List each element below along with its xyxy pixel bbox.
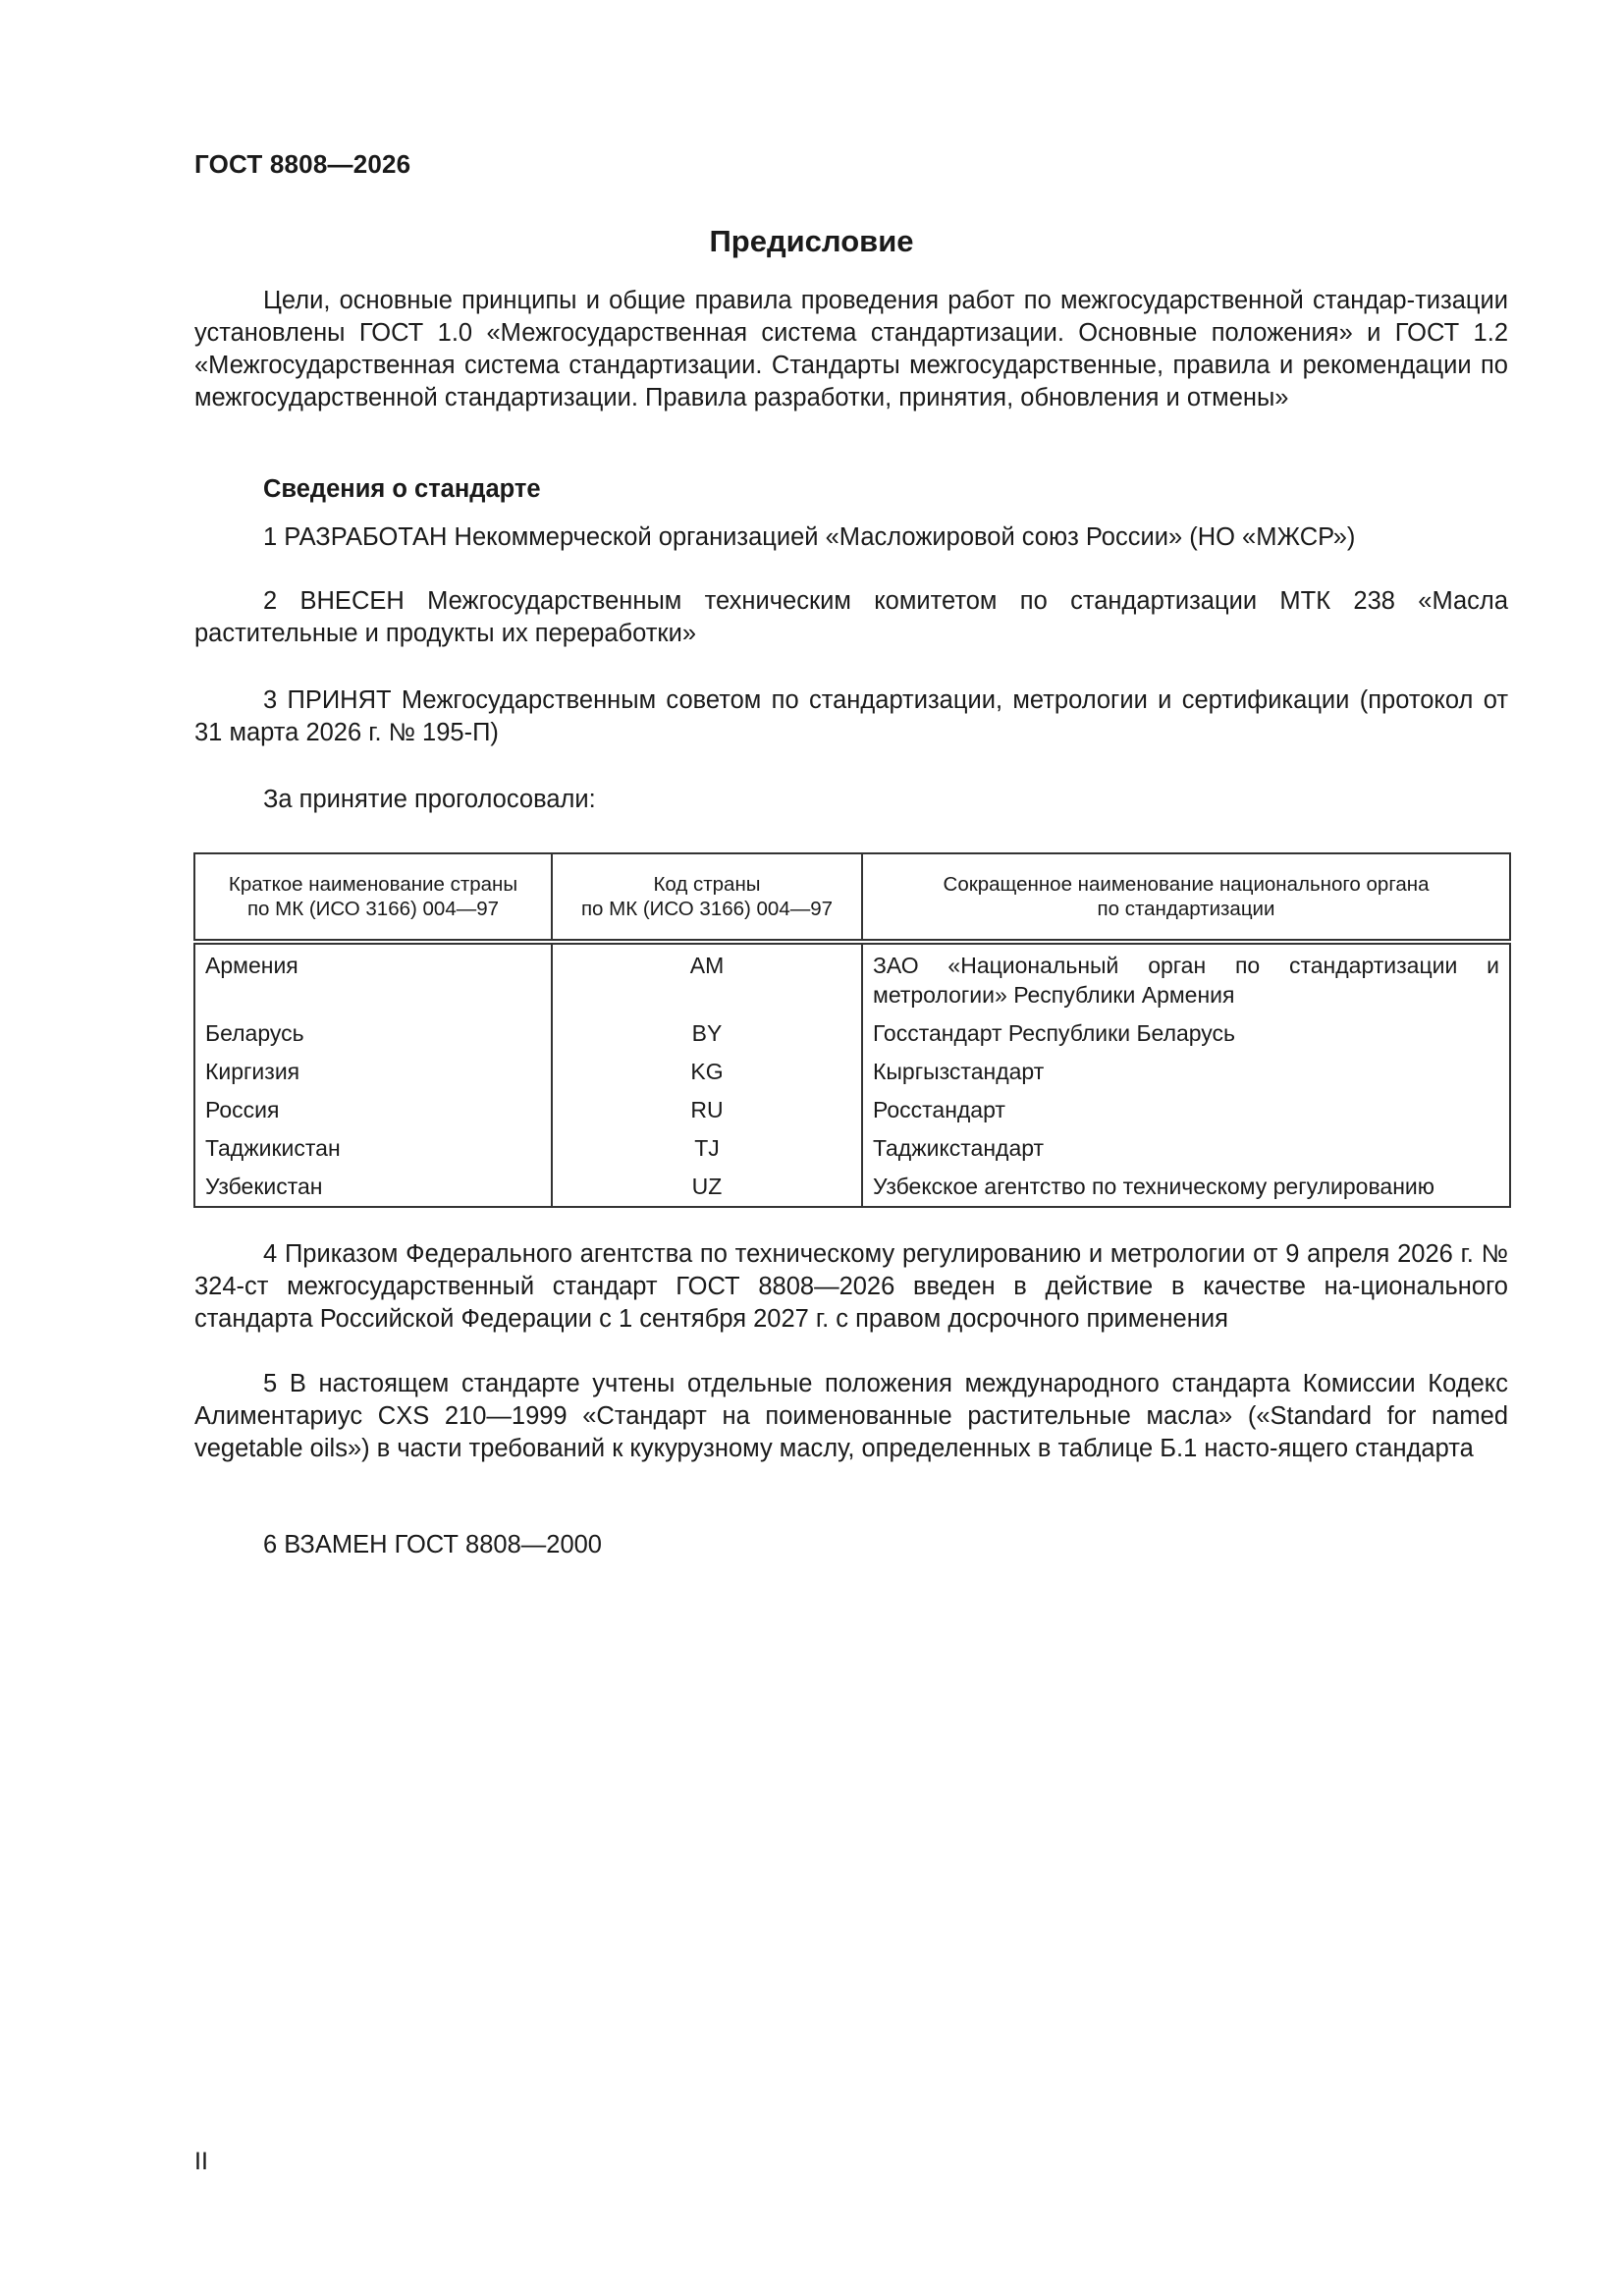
org-cell: Госстандарт Республики Беларусь bbox=[862, 1014, 1510, 1053]
column-header-code bbox=[552, 853, 862, 942]
country-cell: Россия bbox=[194, 1091, 552, 1129]
page-number: II bbox=[194, 2148, 208, 2175]
document-id: ГОСТ 8808—2026 bbox=[194, 149, 411, 179]
country-cell: Армения bbox=[194, 942, 552, 1014]
standard-info-heading: Сведения о стандарте bbox=[263, 475, 541, 503]
column-header-org-line1: Сокращенное наименование национального органа bbox=[943, 873, 1430, 896]
code-cell: AM bbox=[552, 942, 862, 1014]
intro-paragraph: Цели, основные принципы и общие правила проведения работ по межгосударственной стандар-тизации установлены ГОСТ 1.0 «Межгосударственная система стандартизации. Основные положения» и ГОСТ 1.2 «Межгосударственная система стандартизации. Стандарты межгосударственные, правила и рекомендации по межгосударственной стандартизации. Правила разработки, принятия, обновления и отмены» bbox=[194, 287, 1508, 411]
table-row bbox=[194, 1129, 1510, 1168]
item-replaces: 6 ВЗАМЕН ГОСТ 8808—2000 bbox=[263, 1531, 602, 1558]
code-cell: UZ bbox=[552, 1168, 862, 1207]
column-header-code-line2: по МК (ИСО 3166) 004—97 bbox=[580, 898, 834, 920]
table-row bbox=[194, 942, 1510, 1014]
item-codex-reference: 5 В настоящем стандарте учтены отдельные положения международного стандарта Комиссии Кодекс Алиментариус CXS 210—1999 «Стандарт на поименованные растительные масла» («Standard for named vegetable oils») в части требований к кукурузному маслу, определенных в таблице Б.1 насто-ящего стандарта bbox=[194, 1370, 1508, 1462]
table-row bbox=[194, 1091, 1510, 1129]
code-cell: TJ bbox=[552, 1129, 862, 1168]
code-cell: BY bbox=[552, 1014, 862, 1053]
column-header-country-line2: по МК (ИСО 3166) 004—97 bbox=[246, 898, 500, 920]
table-body bbox=[194, 942, 1510, 1207]
country-cell: Беларусь bbox=[194, 1014, 552, 1053]
item-order: 4 Приказом Федерального агентства по техническому регулированию и метрологии от 9 апреля 2026 г. № 324-ст межгосударственный стандарт ГОСТ 8808—2026 введен в действие в качестве на-ционального стандарта Российской Федерации с 1 сентября 2027 г. с правом досрочного применения bbox=[194, 1240, 1508, 1333]
column-header-country-line1: Краткое наименование страны bbox=[228, 873, 518, 896]
table-row bbox=[194, 1014, 1510, 1053]
org-cell: Таджикстандарт bbox=[862, 1129, 1510, 1168]
org-cell: Кыргызстандарт bbox=[862, 1053, 1510, 1091]
org-cell: Росстандарт bbox=[862, 1091, 1510, 1129]
country-cell: Таджикистан bbox=[194, 1129, 552, 1168]
voted-label: За принятие проголосовали: bbox=[263, 786, 596, 813]
table-row bbox=[194, 1168, 1510, 1207]
voting-countries-table bbox=[193, 852, 1511, 1208]
org-cell: ЗАО «Национальный орган по стандартизации и метрологии» Республики Армения bbox=[862, 942, 1510, 1014]
column-header-org-line2: по стандартизации bbox=[1097, 898, 1275, 920]
org-cell: Узбекское агентство по техническому регулированию bbox=[862, 1168, 1510, 1207]
page-title: Предисловие bbox=[709, 224, 914, 258]
column-header-org bbox=[862, 853, 1510, 942]
code-cell: KG bbox=[552, 1053, 862, 1091]
column-header-country bbox=[194, 853, 552, 942]
country-cell: Узбекистан bbox=[194, 1168, 552, 1207]
country-cell: Киргизия bbox=[194, 1053, 552, 1091]
table-header bbox=[194, 853, 1510, 942]
table-row bbox=[194, 1053, 1510, 1091]
item-adopted: 3 ПРИНЯТ Межгосударственным советом по стандартизации, метрологии и сертификации (протокол от 31 марта 2026 г. № 195-П) bbox=[194, 686, 1508, 746]
code-cell: RU bbox=[552, 1091, 862, 1129]
item-developed: 1 РАЗРАБОТАН Некоммерческой организацией «Масложировой союз России» (НО «МЖСР») bbox=[263, 523, 1356, 551]
column-header-code-line1: Код страны bbox=[653, 873, 761, 896]
item-submitted: 2 ВНЕСЕН Межгосударственным техническим комитетом по стандартизации МТК 238 «Масла растительные и продукты их переработки» bbox=[194, 587, 1508, 647]
